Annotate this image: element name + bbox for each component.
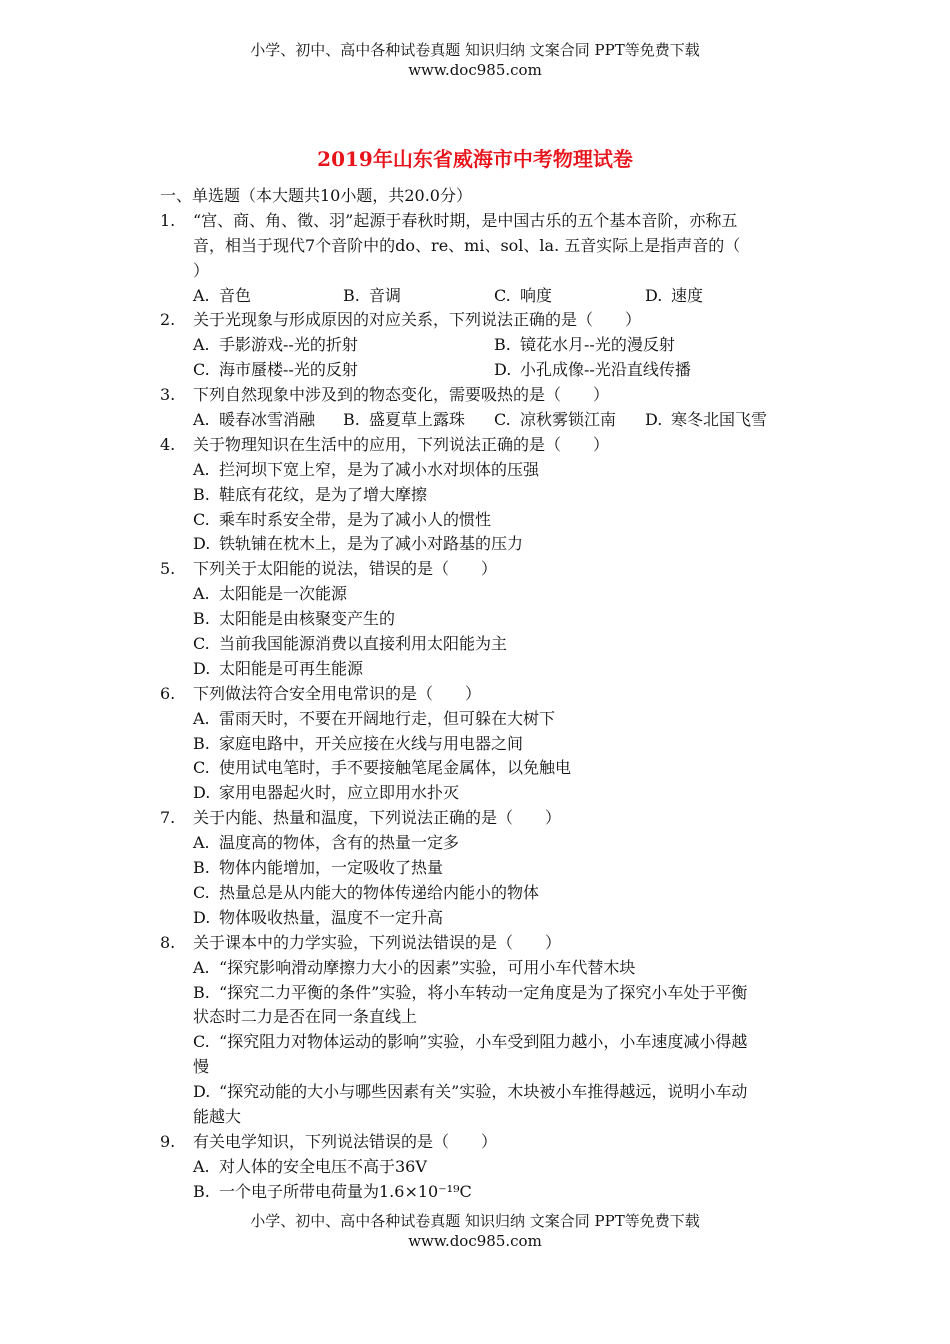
options-row (160, 333, 800, 358)
option-b[interactable] (193, 1180, 472, 1205)
option-line (160, 1105, 800, 1130)
question-stem-line (160, 557, 800, 582)
option-label: B. (494, 335, 511, 355)
option-label: B. (193, 733, 210, 753)
option-text: 乘车时系安全带，是为了减小人的惯性 (219, 509, 492, 529)
option-c[interactable] (193, 756, 571, 781)
question-stem-line (160, 234, 800, 259)
option-b[interactable] (193, 483, 427, 508)
question-number: 7. (160, 808, 176, 828)
question-stem-text: 音，相当于现代7个音阶中的do、re、mi、sol、la. 五音实际上是指声音的（ (193, 235, 741, 255)
option-a[interactable] (193, 707, 555, 732)
option-text: 温度高的物体，含有的热量一定多 (219, 833, 460, 853)
question-stem-line (160, 806, 800, 831)
option-label: C. (193, 758, 210, 778)
option-c[interactable] (193, 508, 491, 533)
option-c[interactable] (193, 1030, 747, 1055)
option-text: 物体吸收热量，温度不一定升高 (219, 907, 444, 927)
option-d[interactable] (645, 408, 767, 433)
option-label: B. (193, 982, 210, 1002)
option-line (160, 856, 800, 881)
option-line (160, 1180, 800, 1205)
question-number: 4. (160, 434, 176, 454)
option-a[interactable] (193, 284, 251, 309)
option-label: A. (193, 833, 210, 853)
option-label: A. (193, 708, 210, 728)
option-text: 家庭电路中，开关应接在火线与用电器之间 (219, 733, 524, 753)
option-line (160, 781, 800, 806)
option-a[interactable] (193, 458, 539, 483)
question-number: 2. (160, 310, 176, 330)
option-label: D. (193, 783, 211, 803)
option-label: B. (193, 858, 210, 878)
option-a[interactable] (193, 1155, 427, 1180)
option-line (160, 756, 800, 781)
option-text: “探究阻力对物体运动的影响”实验，小车受到阻力越小，小车速度减小得越 (219, 1032, 748, 1052)
option-text: 慢 (193, 1057, 210, 1077)
option-line (160, 1080, 800, 1105)
header-url[interactable]: www.doc985.com (408, 61, 542, 79)
question-stem-line (160, 308, 800, 333)
header-promo-text: 小学、初中、高中各种试卷真题 知识归纳 文案合同 PPT等免费下载 (250, 41, 700, 59)
footer-url[interactable]: www.doc985.com (408, 1232, 542, 1250)
question-stem-line (160, 682, 800, 707)
option-c[interactable] (193, 632, 507, 657)
question-stem-line (160, 1130, 800, 1155)
option-text: 能越大 (193, 1106, 242, 1126)
option-text: 物体内能增加，一定吸收了热量 (219, 858, 444, 878)
option-line (160, 707, 800, 732)
option-b[interactable] (494, 333, 675, 358)
option-c[interactable] (193, 358, 358, 383)
option-label: C. (193, 509, 210, 529)
option-label: C. (193, 634, 210, 654)
option-label: A. (193, 459, 210, 479)
question-stem-line (160, 931, 800, 956)
question-list (160, 184, 800, 1205)
question-stem-text: 下列关于太阳能的说法，错误的是（ ） (193, 559, 498, 579)
option-text: 一个电子所带电荷量为1.6×10⁻¹⁹C (219, 1181, 472, 1201)
option-text: 对人体的安全电压不高于36V (219, 1156, 427, 1176)
option-text: “探究影响滑动摩擦力大小的因素”实验，可用小车代替木块 (219, 957, 636, 977)
option-line (160, 532, 800, 557)
option-line (160, 607, 800, 632)
option-label: B. (193, 609, 210, 629)
question-number: 1. (160, 210, 176, 230)
option-a[interactable] (193, 408, 315, 433)
question-stem-text: ） (193, 260, 210, 280)
option-text: 镜花水月--光的漫反射 (520, 335, 675, 355)
question-number: 8. (160, 932, 176, 952)
option-label: A. (193, 410, 210, 430)
option-line (160, 458, 800, 483)
option-label: C. (193, 882, 210, 902)
option-line (160, 831, 800, 856)
option-text: 铁轨铺在枕木上，是为了减小对路基的压力 (219, 534, 524, 554)
option-line (160, 1055, 800, 1080)
option-text: 热量总是从内能大的物体传递给内能小的物体 (219, 882, 540, 902)
option-b[interactable] (193, 981, 747, 1006)
option-text: 鞋底有花纹，是为了增大摩擦 (219, 484, 428, 504)
option-a[interactable] (193, 333, 358, 358)
page-header (0, 40, 950, 80)
option-label: D. (645, 410, 663, 430)
option-a[interactable] (193, 582, 347, 607)
option-label: C. (193, 360, 210, 380)
option-text: 凉秋雾锁江南 (520, 410, 617, 430)
option-text: 暖春冰雪消融 (219, 410, 316, 430)
question-stem-text: “宫、商、角、徵、羽”起源于春秋时期，是中国古乐的五个基本音阶，亦称五 (193, 210, 738, 230)
option-label: C. (494, 410, 511, 430)
option-label: B. (193, 1181, 210, 1201)
option-a[interactable] (193, 956, 635, 981)
option-label: B. (343, 285, 360, 305)
option-text: 音调 (369, 285, 402, 305)
options-row (160, 408, 800, 433)
option-d[interactable] (193, 906, 443, 931)
option-b[interactable] (343, 284, 401, 309)
option-text: 状态时二力是否在同一条直线上 (193, 1007, 418, 1027)
option-text: 海市蜃楼--光的反射 (219, 360, 358, 380)
option-line (160, 732, 800, 757)
question-number: 5. (160, 559, 176, 579)
option-label: D. (193, 534, 211, 554)
option-label: B. (193, 484, 210, 504)
option-text: 盛夏草上露珠 (369, 410, 466, 430)
question-stem-text: 关于光现象与形成原因的对应关系，下列说法正确的是（ ） (193, 310, 642, 330)
option-text: “探究动能的大小与哪些因素有关”实验，木块被小车推得越远，说明小车动 (219, 1082, 748, 1102)
question-stem-text: 下列自然现象中涉及到的物态变化，需要吸热的是（ ） (193, 385, 610, 405)
option-line (160, 508, 800, 533)
options-row (160, 358, 800, 383)
option-d[interactable] (193, 1080, 747, 1105)
option-label: B. (343, 410, 360, 430)
option-a[interactable] (193, 831, 459, 856)
section-heading-text: 一、单选题（本大题共10小题，共20.0分） (160, 186, 472, 205)
option-text: 寒冬北国飞雪 (671, 410, 768, 430)
option-text: 当前我国能源消费以直接利用太阳能为主 (219, 634, 508, 654)
option-label: A. (193, 1156, 210, 1176)
option-text: 雷雨天时，不要在开阔地行走，但可躲在大树下 (219, 708, 556, 728)
option-line (160, 1030, 800, 1055)
option-label: A. (193, 584, 210, 604)
option-c[interactable] (494, 284, 552, 309)
option-line (160, 1005, 800, 1030)
question-number: 6. (160, 683, 176, 703)
option-text: 太阳能是可再生能源 (219, 658, 364, 678)
option-b[interactable] (193, 732, 523, 757)
option-text: 手影游戏--光的折射 (219, 335, 358, 355)
page-footer (0, 1211, 950, 1251)
option-label: C. (494, 285, 511, 305)
option-line (160, 981, 800, 1006)
question-stem-line (160, 209, 800, 234)
section-heading (160, 184, 800, 209)
option-label: D. (193, 907, 211, 927)
option-d[interactable] (193, 657, 363, 682)
options-row (160, 284, 800, 309)
question-stem-line (160, 433, 800, 458)
option-line (160, 483, 800, 508)
option-text: 响度 (520, 285, 553, 305)
option-line (160, 881, 800, 906)
option-b[interactable] (343, 408, 465, 433)
option-b[interactable] (193, 607, 395, 632)
question-stem-text: 下列做法符合安全用电常识的是（ ） (193, 683, 482, 703)
option-text: 使用试电笔时，手不要接触笔尾金属体，以免触电 (219, 758, 572, 778)
option-label: A. (193, 285, 210, 305)
option-d[interactable] (193, 1105, 241, 1130)
question-number: 3. (160, 385, 176, 405)
footer-promo-text: 小学、初中、高中各种试卷真题 知识归纳 文案合同 PPT等免费下载 (250, 1212, 700, 1230)
page-title: 2019年山东省威海市中考物理试卷 (317, 147, 633, 171)
option-b[interactable] (193, 856, 443, 881)
question-stem-line (160, 383, 800, 408)
option-text: 太阳能是一次能源 (219, 584, 348, 604)
option-d[interactable] (494, 358, 691, 383)
option-line (160, 582, 800, 607)
option-line (160, 906, 800, 931)
option-label: D. (193, 658, 211, 678)
option-text: 家用电器起火时，应立即用水扑灭 (219, 783, 460, 803)
option-line (160, 956, 800, 981)
option-text: 音色 (219, 285, 252, 305)
question-stem-text: 关于课本中的力学实验，下列说法错误的是（ ） (193, 932, 562, 952)
option-label: D. (193, 1082, 211, 1102)
option-c[interactable] (193, 881, 539, 906)
option-text: 小孔成像--光沿直线传播 (520, 360, 691, 380)
option-text: 速度 (671, 285, 704, 305)
option-text: 拦河坝下宽上窄，是为了减小水对坝体的压强 (219, 459, 540, 479)
question-stem-text: 关于物理知识在生活中的应用，下列说法正确的是（ ） (193, 434, 610, 454)
option-c[interactable] (494, 408, 616, 433)
option-b[interactable] (193, 1005, 417, 1030)
option-d[interactable] (193, 532, 523, 557)
option-c[interactable] (193, 1055, 209, 1080)
option-text: 太阳能是由核聚变产生的 (219, 609, 396, 629)
option-label: C. (193, 1032, 210, 1052)
question-number: 9. (160, 1131, 176, 1151)
question-stem-line (160, 259, 800, 284)
option-d[interactable] (193, 781, 459, 806)
option-label: A. (193, 335, 210, 355)
question-stem-text: 有关电学知识，下列说法错误的是（ ） (193, 1131, 498, 1151)
option-line (160, 632, 800, 657)
question-stem-text: 关于内能、热量和温度，下列说法正确的是（ ） (193, 808, 562, 828)
option-label: D. (494, 360, 512, 380)
option-line (160, 657, 800, 682)
option-label: D. (645, 285, 663, 305)
option-label: A. (193, 957, 210, 977)
option-text: “探究二力平衡的条件”实验，将小车转动一定角度是为了探究小车处于平衡 (219, 982, 748, 1002)
option-d[interactable] (645, 284, 703, 309)
option-line (160, 1155, 800, 1180)
